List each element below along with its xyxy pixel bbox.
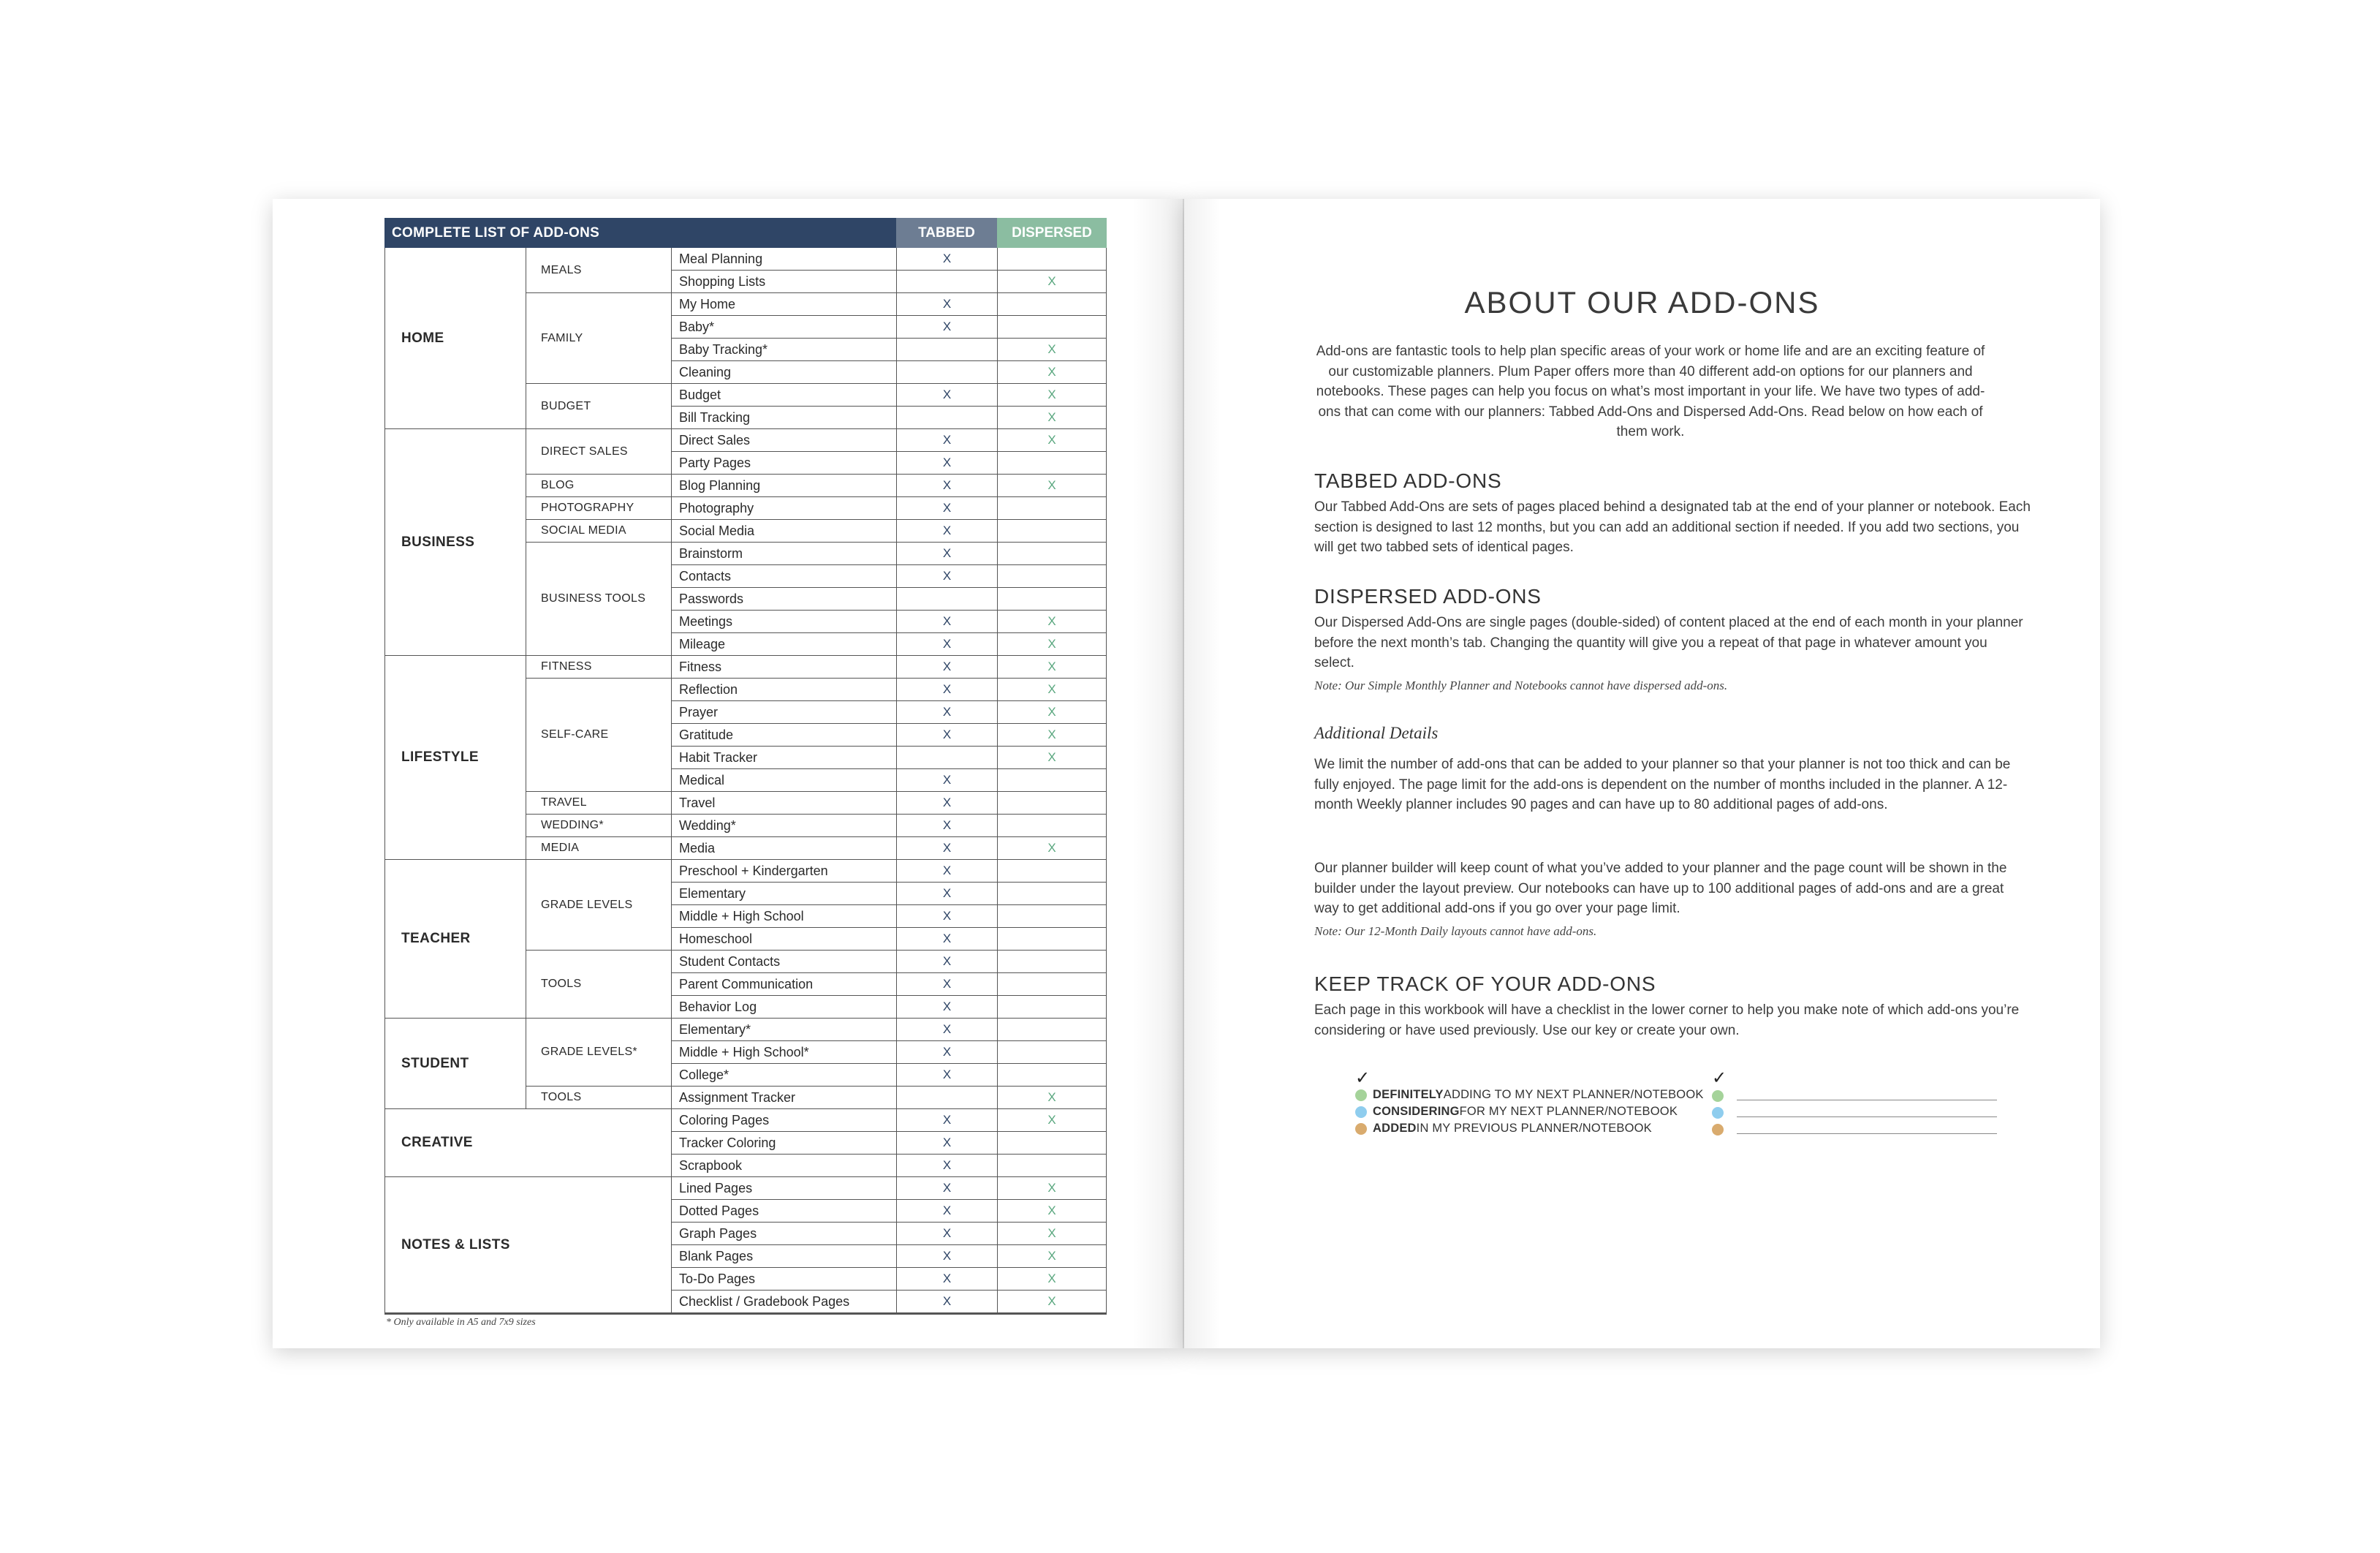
- key-text: IN MY PREVIOUS PLANNER/NOTEBOOK: [1416, 1122, 1652, 1135]
- key-row-added: [1355, 1122, 1652, 1136]
- addon-name: Behavior Log: [671, 996, 896, 1019]
- orange-dot-icon: [1355, 1123, 1367, 1135]
- table-row: [384, 497, 1107, 520]
- green-dot-icon: [1355, 1089, 1367, 1101]
- addon-name: Direct Sales: [671, 429, 896, 452]
- addon-name: Meetings: [671, 611, 896, 633]
- addon-name: Brainstorm: [671, 543, 896, 565]
- tabbed-mark: X: [896, 928, 997, 951]
- dispersed-mark: X: [997, 384, 1107, 407]
- tabbed-mark: [896, 407, 997, 429]
- addon-name: Blank Pages: [671, 1245, 896, 1268]
- table-row: [384, 747, 1107, 769]
- dispersed-mark: [997, 1064, 1107, 1087]
- addon-name: Travel: [671, 792, 896, 815]
- table-row: [384, 860, 1107, 883]
- table-row: [384, 520, 1107, 543]
- table-row: [384, 361, 1107, 384]
- tabbed-mark: X: [896, 656, 997, 679]
- addon-name: Tracker Coloring: [671, 1132, 896, 1155]
- tabbed-mark: X: [896, 1109, 997, 1132]
- table-row: [384, 883, 1107, 905]
- addon-name: Social Media: [671, 520, 896, 543]
- addon-name: Cleaning: [671, 361, 896, 384]
- dispersed-mark: [997, 792, 1107, 815]
- dispersed-mark: [997, 452, 1107, 475]
- tabbed-mark: [896, 1087, 997, 1109]
- addon-name: Dotted Pages: [671, 1200, 896, 1223]
- table-row: [384, 1087, 1107, 1109]
- tabbed-mark: X: [896, 384, 997, 407]
- tabbed-mark: X: [896, 883, 997, 905]
- addon-name: Medical: [671, 769, 896, 792]
- dispersed-mark: [997, 928, 1107, 951]
- subcategory-cell: SELF-CARE: [526, 679, 671, 792]
- table-row: [384, 407, 1107, 429]
- tabbed-mark: X: [896, 951, 997, 973]
- addon-name: Baby*: [671, 316, 896, 339]
- tabbed-mark: X: [896, 475, 997, 497]
- addon-name: Photography: [671, 497, 896, 520]
- addon-name: Gratitude: [671, 724, 896, 747]
- dispersed-mark: X: [997, 724, 1107, 747]
- addon-name: Meal Planning: [671, 248, 896, 271]
- addon-name: Student Contacts: [671, 951, 896, 973]
- subcategory-cell: BUDGET: [526, 384, 671, 429]
- tabbed-mark: X: [896, 565, 997, 588]
- addon-name: Coloring Pages: [671, 1109, 896, 1132]
- table-row: [384, 1223, 1107, 1245]
- table-row: [384, 1109, 1107, 1132]
- addon-name: Budget: [671, 384, 896, 407]
- tabbed-mark: X: [896, 1268, 997, 1291]
- blue-dot-icon: [1712, 1107, 1724, 1119]
- addon-name: Media: [671, 837, 896, 860]
- dispersed-mark: [997, 497, 1107, 520]
- tabbed-mark: X: [896, 1223, 997, 1245]
- gutter-shadow: [1133, 199, 1184, 1348]
- left-page: [273, 199, 1184, 1348]
- dispersed-note: Note: Our Simple Monthly Planner and Notebooks cannot have dispersed add-ons.: [1314, 679, 1728, 692]
- table-row: [384, 792, 1107, 815]
- tabbed-text: Our Tabbed Add-Ons are sets of pages placed behind a designated tab at the end of your planner or notebook. Each section is designed to last 12 months, but you can add an additional section if needed. If you add two sections, you will get two tabbed sets of identical pages.: [1314, 499, 2031, 555]
- dispersed-mark: X: [997, 1268, 1107, 1291]
- write-in-line[interactable]: [1737, 1116, 1997, 1117]
- addons-table: [384, 218, 1107, 1315]
- tabbed-mark: X: [896, 815, 997, 837]
- intro-text: Add-ons are fantastic tools to help plan specific areas of your work or home life and are an exciting feature of our customizable planners. Plum Paper offers more than 40 different add-on options for our planners and notebooks. These pages can help you focus on what’s most important in your life. We have two types of add-ons that can come with our planners: Tabbed Add-Ons and Dispersed Add-Ons. Read below on how each of them work.: [1316, 344, 1985, 439]
- key-row-considering: [1355, 1105, 1678, 1119]
- dispersed-mark: X: [997, 679, 1107, 701]
- table-row: [384, 1200, 1107, 1223]
- dispersed-mark: X: [997, 1109, 1107, 1132]
- gutter-shadow: [1184, 199, 1221, 1348]
- subcategory-cell: TOOLS: [526, 1087, 671, 1109]
- table-row: [384, 1019, 1107, 1041]
- checkmark-icon: ✓: [1712, 1068, 1727, 1088]
- dispersed-mark: X: [997, 656, 1107, 679]
- keep-track-heading: KEEP TRACK OF YOUR ADD-ONS: [1314, 972, 1656, 995]
- dispersed-mark: [997, 996, 1107, 1019]
- key-row-definitely: [1355, 1088, 1704, 1102]
- tabbed-mark: X: [896, 1132, 997, 1155]
- dispersed-mark: X: [997, 339, 1107, 361]
- addon-name: My Home: [671, 293, 896, 316]
- addon-name: Contacts: [671, 565, 896, 588]
- table-row: [384, 656, 1107, 679]
- dispersed-mark: [997, 588, 1107, 611]
- tabbed-mark: X: [896, 520, 997, 543]
- tabbed-mark: X: [896, 1064, 997, 1087]
- tabbed-mark: X: [896, 792, 997, 815]
- addon-name: College*: [671, 1064, 896, 1087]
- subcategory-cell: FAMILY: [526, 293, 671, 384]
- addon-name: Blog Planning: [671, 475, 896, 497]
- addon-name: Parent Communication: [671, 973, 896, 996]
- tabbed-mark: [896, 361, 997, 384]
- right-page: [1184, 199, 2100, 1348]
- addon-name: Homeschool: [671, 928, 896, 951]
- table-row: [384, 1177, 1107, 1200]
- tabbed-mark: X: [896, 1291, 997, 1313]
- addon-name: Assignment Tracker: [671, 1087, 896, 1109]
- tabbed-mark: X: [896, 973, 997, 996]
- table-row: [384, 565, 1107, 588]
- table-row: [384, 633, 1107, 656]
- addon-name: Bill Tracking: [671, 407, 896, 429]
- dispersed-mark: [997, 973, 1107, 996]
- dispersed-mark: X: [997, 1087, 1107, 1109]
- table-row: [384, 928, 1107, 951]
- table-header: [384, 218, 1107, 248]
- tabbed-mark: X: [896, 701, 997, 724]
- dispersed-text: Our Dispersed Add-Ons are single pages (double-sided) of content placed at the end of each month in your planner before the next month’s tab. Changing the quantity will give you a repeat of that page in whatever amount you select.: [1314, 615, 2023, 670]
- addon-name: Fitness: [671, 656, 896, 679]
- category-cell: BUSINESS: [384, 429, 526, 656]
- tabbed-mark: X: [896, 1245, 997, 1268]
- addon-name: Elementary: [671, 883, 896, 905]
- addon-name: Lined Pages: [671, 1177, 896, 1200]
- tabbed-mark: X: [896, 724, 997, 747]
- subcategory-cell: TRAVEL: [526, 792, 671, 815]
- addon-name: Prayer: [671, 701, 896, 724]
- table-row: [384, 611, 1107, 633]
- green-dot-icon: [1712, 1090, 1724, 1102]
- table-row: [384, 1155, 1107, 1177]
- write-in-line[interactable]: [1737, 1133, 1997, 1134]
- addon-name: Reflection: [671, 679, 896, 701]
- dispersed-mark: X: [997, 1177, 1107, 1200]
- subcategory-cell: MEALS: [526, 248, 671, 293]
- tabbed-mark: X: [896, 293, 997, 316]
- checkmark-icon: ✓: [1355, 1068, 1371, 1088]
- tabbed-mark: X: [896, 905, 997, 928]
- addon-name: Passwords: [671, 588, 896, 611]
- table-row: [384, 1041, 1107, 1064]
- dispersed-mark: X: [997, 633, 1107, 656]
- table-row: [384, 815, 1107, 837]
- dispersed-mark: [997, 565, 1107, 588]
- dispersed-mark: X: [997, 747, 1107, 769]
- addon-name: Mileage: [671, 633, 896, 656]
- subcategory-cell: FITNESS: [526, 656, 671, 679]
- key-text: FOR MY NEXT PLANNER/NOTEBOOK: [1459, 1105, 1678, 1118]
- table-row: [384, 905, 1107, 928]
- table-row: [384, 679, 1107, 701]
- footnote: * Only available in A5 and 7x9 sizes: [386, 1317, 536, 1328]
- table-row: [384, 1132, 1107, 1155]
- addon-name: Graph Pages: [671, 1223, 896, 1245]
- key-text: ADDING TO MY NEXT PLANNER/NOTEBOOK: [1443, 1088, 1704, 1101]
- dispersed-mark: X: [997, 1291, 1107, 1313]
- table-row: [384, 996, 1107, 1019]
- dispersed-mark: [997, 951, 1107, 973]
- tabbed-mark: X: [896, 1155, 997, 1177]
- addon-name: Habit Tracker: [671, 747, 896, 769]
- dispersed-mark: X: [997, 475, 1107, 497]
- dispersed-mark: X: [997, 1245, 1107, 1268]
- tabbed-mark: X: [896, 452, 997, 475]
- dispersed-column-header: DISPERSED: [997, 218, 1107, 248]
- subcategory-cell: GRADE LEVELS: [526, 860, 671, 951]
- additional-note: Note: Our 12-Month Daily layouts cannot have add-ons.: [1314, 924, 1597, 938]
- category-cell: LIFESTYLE: [384, 656, 526, 860]
- dispersed-mark: X: [997, 271, 1107, 293]
- dispersed-mark: [997, 815, 1107, 837]
- dispersed-mark: X: [997, 837, 1107, 860]
- dispersed-mark: [997, 520, 1107, 543]
- dispersed-mark: [997, 543, 1107, 565]
- table-row: [384, 588, 1107, 611]
- dispersed-mark: [997, 316, 1107, 339]
- additional-text-2: Our planner builder will keep count of what you’ve added to your planner and the page count will be shown in the builder under the layout preview. Our notebooks can have up to 100 additional pages of add-ons and are a great way to get additional add-ons if you go over your page limit.: [1314, 861, 2007, 916]
- addon-name: Party Pages: [671, 452, 896, 475]
- table-row: [384, 837, 1107, 860]
- category-cell: HOME: [384, 248, 526, 429]
- table-row: [384, 293, 1107, 316]
- tabbed-mark: X: [896, 497, 997, 520]
- table-row: [384, 1291, 1107, 1313]
- tabbed-mark: X: [896, 996, 997, 1019]
- dispersed-mark: X: [997, 611, 1107, 633]
- table-row: [384, 701, 1107, 724]
- dispersed-mark: [997, 1041, 1107, 1064]
- addon-name: Shopping Lists: [671, 271, 896, 293]
- category-cell: CREATIVE: [384, 1109, 671, 1177]
- dispersed-mark: X: [997, 1200, 1107, 1223]
- table-row: [384, 271, 1107, 293]
- tabbed-mark: [896, 271, 997, 293]
- dispersed-mark: X: [997, 701, 1107, 724]
- dispersed-mark: X: [997, 361, 1107, 384]
- subcategory-cell: SOCIAL MEDIA: [526, 520, 671, 543]
- subcategory-cell: MEDIA: [526, 837, 671, 860]
- tabbed-column-header: TABBED: [896, 218, 997, 248]
- tabbed-mark: X: [896, 543, 997, 565]
- tabbed-mark: [896, 747, 997, 769]
- subcategory-cell: TOOLS: [526, 951, 671, 1019]
- table-row: [384, 1245, 1107, 1268]
- key-bold: DEFINITELY: [1373, 1088, 1444, 1101]
- addon-name: To-Do Pages: [671, 1268, 896, 1291]
- table-row: [384, 316, 1107, 339]
- dispersed-heading: DISPERSED ADD-ONS: [1314, 585, 1542, 608]
- table-row: [384, 951, 1107, 973]
- category-cell: NOTES & LISTS: [384, 1177, 671, 1313]
- table-row: [384, 724, 1107, 747]
- dispersed-mark: [997, 293, 1107, 316]
- tabbed-mark: X: [896, 1019, 997, 1041]
- addon-name: Wedding*: [671, 815, 896, 837]
- tabbed-mark: X: [896, 633, 997, 656]
- subcategory-cell: BLOG: [526, 475, 671, 497]
- table-row: [384, 973, 1107, 996]
- key-bold: CONSIDERING: [1373, 1105, 1460, 1118]
- dispersed-mark: [997, 248, 1107, 271]
- tabbed-mark: X: [896, 248, 997, 271]
- tabbed-mark: X: [896, 1177, 997, 1200]
- dispersed-mark: [997, 905, 1107, 928]
- addon-name: Middle + High School: [671, 905, 896, 928]
- tabbed-mark: X: [896, 860, 997, 883]
- category-cell: STUDENT: [384, 1019, 526, 1109]
- orange-dot-icon: [1712, 1124, 1724, 1136]
- table-row: [384, 543, 1107, 565]
- table-row: [384, 452, 1107, 475]
- addon-name: Scrapbook: [671, 1155, 896, 1177]
- tabbed-mark: X: [896, 316, 997, 339]
- tabbed-mark: X: [896, 1041, 997, 1064]
- table-body: [384, 248, 1107, 1315]
- keep-track-text: Each page in this workbook will have a checklist in the lower corner to help you make note of which add-ons you’re considering or have used previously. Use our key or create your own.: [1314, 1002, 2020, 1038]
- dispersed-mark: X: [997, 1223, 1107, 1245]
- dispersed-mark: [997, 769, 1107, 792]
- dispersed-mark: X: [997, 407, 1107, 429]
- addon-name: Baby Tracking*: [671, 339, 896, 361]
- tabbed-mark: [896, 588, 997, 611]
- page-title: ABOUT OUR ADD-ONS: [1464, 285, 1820, 320]
- table-row: [384, 475, 1107, 497]
- dispersed-mark: [997, 860, 1107, 883]
- table-row: [384, 384, 1107, 407]
- subcategory-cell: WEDDING*: [526, 815, 671, 837]
- tabbed-mark: X: [896, 769, 997, 792]
- dispersed-mark: [997, 1132, 1107, 1155]
- tabbed-mark: X: [896, 837, 997, 860]
- tabbed-mark: X: [896, 679, 997, 701]
- additional-text-1: We limit the number of add-ons that can be added to your planner so that your planner is not too thick and can be fully enjoyed. The page limit for the add-ons is dependent on the number of months included in the planner. A 12-month Weekly planner includes 90 pages and can have up to 80 additional pages of add-ons.: [1314, 757, 2011, 812]
- subcategory-cell: GRADE LEVELS*: [526, 1019, 671, 1087]
- table-row: [384, 429, 1107, 452]
- tabbed-mark: X: [896, 1200, 997, 1223]
- tabbed-heading: TABBED ADD-ONS: [1314, 469, 1502, 492]
- dispersed-mark: X: [997, 429, 1107, 452]
- key-bold: ADDED: [1373, 1122, 1417, 1135]
- table-row: [384, 339, 1107, 361]
- subcategory-cell: BUSINESS TOOLS: [526, 543, 671, 656]
- table-row: [384, 769, 1107, 792]
- additional-heading: Additional Details: [1314, 724, 1439, 742]
- tabbed-mark: [896, 339, 997, 361]
- dispersed-mark: [997, 1155, 1107, 1177]
- tabbed-mark: X: [896, 429, 997, 452]
- dispersed-mark: [997, 1019, 1107, 1041]
- table-row: [384, 1064, 1107, 1087]
- addon-name: Checklist / Gradebook Pages: [671, 1291, 896, 1313]
- addon-name: Elementary*: [671, 1019, 896, 1041]
- table-row: [384, 248, 1107, 271]
- blue-dot-icon: [1355, 1106, 1367, 1118]
- addon-name: Middle + High School*: [671, 1041, 896, 1064]
- tabbed-mark: X: [896, 611, 997, 633]
- dispersed-mark: [997, 883, 1107, 905]
- table-title: COMPLETE LIST OF ADD-ONS: [384, 218, 896, 248]
- addon-name: Preschool + Kindergarten: [671, 860, 896, 883]
- subcategory-cell: PHOTOGRAPHY: [526, 497, 671, 520]
- subcategory-cell: DIRECT SALES: [526, 429, 671, 475]
- table-row: [384, 1268, 1107, 1291]
- category-cell: TEACHER: [384, 860, 526, 1019]
